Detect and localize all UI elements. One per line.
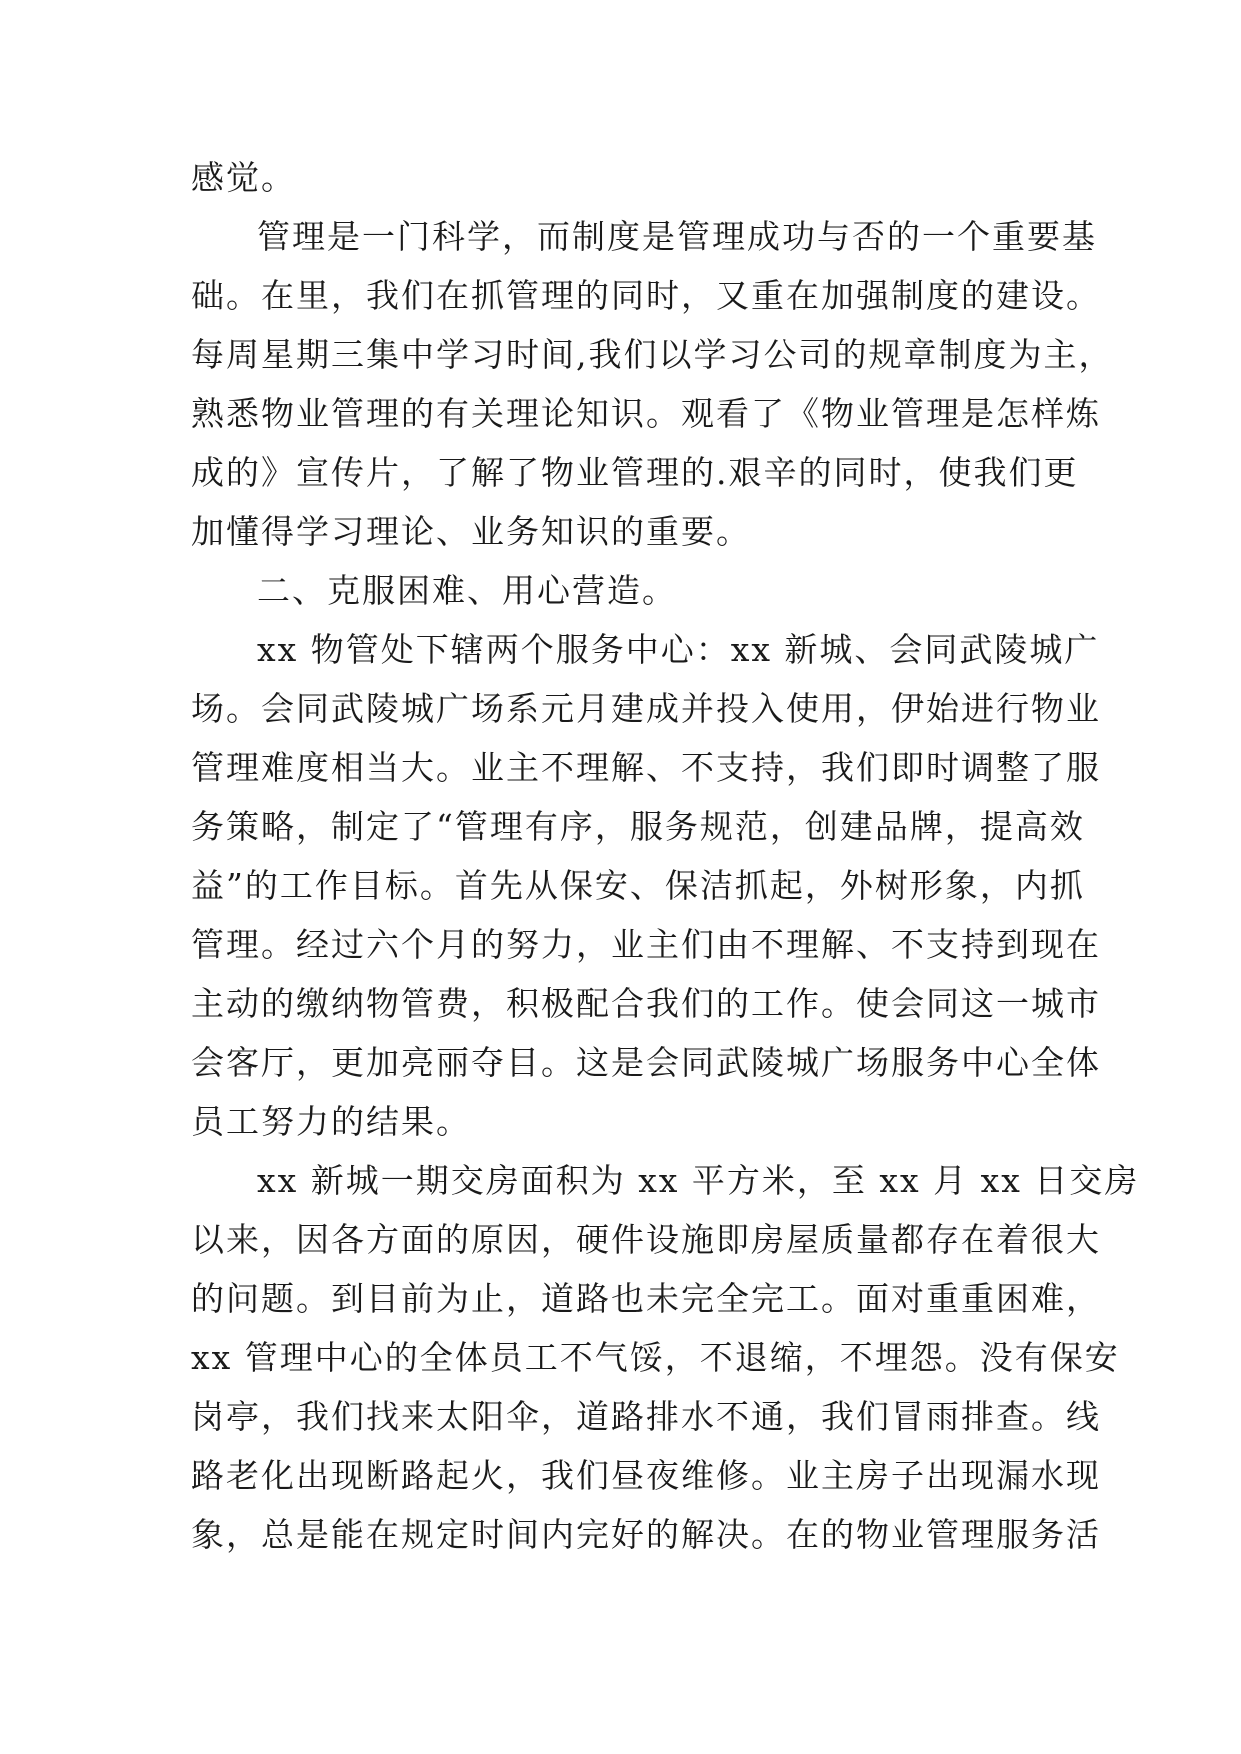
text-line: 员工努力的结果。 [191, 1102, 471, 1141]
text-line: 管理是一门科学，而制度是管理成功与否的一个重要基 [257, 217, 1097, 256]
text-line: 成的》宣传片，了解了物业管理的.艰辛的同时，使我们更 [191, 453, 1079, 492]
paragraph-continuation [191, 148, 1071, 207]
text-line: 路老化出现断路起火，我们昼夜维修。业主房子出现漏水现 [191, 1456, 1101, 1495]
text-line: xx 物管处下辖两个服务中心：xx 新城、会同武陵城广 [257, 630, 1100, 669]
paragraph-service-centers [191, 620, 1101, 1151]
paragraph-management-system [191, 207, 1114, 561]
text-line: 象，总是能在规定时间内完好的解决。在的物业管理服务活 [191, 1515, 1101, 1554]
paragraph-new-city [191, 1151, 1140, 1564]
text-line: 管理难度相当大。业主不理解、不支持，我们即时调整了服 [191, 748, 1101, 787]
text-line: xx 新城一期交房面积为 xx 平方米，至 xx 月 xx 日交房 [257, 1161, 1140, 1200]
text-line: 每周星期三集中学习时间,我们以学习公司的规章制度为主， [191, 335, 1114, 374]
text-line: 感觉。 [191, 158, 296, 197]
text-line: 加懂得学习理论、业务知识的重要。 [191, 512, 751, 551]
text-line: 础。在里，我们在抓管理的同时，又重在加强制度的建设。 [191, 276, 1101, 315]
text-line: 岗亭，我们找来太阳伞，道路排水不通，我们冒雨排查。线 [191, 1397, 1101, 1436]
text-line: 的问题。到目前为止，道路也未完全完工。面对重重困难， [191, 1279, 1101, 1318]
text-line: 熟悉物业管理的有关理论知识。观看了《物业管理是怎样炼 [191, 394, 1101, 433]
document-body [191, 148, 1140, 1564]
text-line: 场。会同武陵城广场系元月建成并投入使用，伊始进行物业 [191, 689, 1101, 728]
text-line: 以来，因各方面的原因，硬件设施即房屋质量都存在着很大 [191, 1220, 1101, 1259]
text-line: 会客厅，更加亮丽夺目。这是会同武陵城广场服务中心全体 [191, 1043, 1101, 1082]
section-heading [191, 561, 1071, 620]
text-line: 务策略，制定了“管理有序，服务规范，创建品牌，提高效 [191, 807, 1085, 846]
text-line: 二、克服困难、用心营造。 [257, 571, 677, 610]
text-line: 益”的工作目标。首先从保安、保洁抓起，外树形象，内抓 [191, 866, 1085, 905]
text-line: 主动的缴纳物管费，积极配合我们的工作。使会同这一城市 [191, 984, 1101, 1023]
text-line: xx 管理中心的全体员工不气馁，不退缩，不埋怨。没有保安 [191, 1338, 1120, 1377]
text-line: 管理。经过六个月的努力，业主们由不理解、不支持到现在 [191, 925, 1101, 964]
